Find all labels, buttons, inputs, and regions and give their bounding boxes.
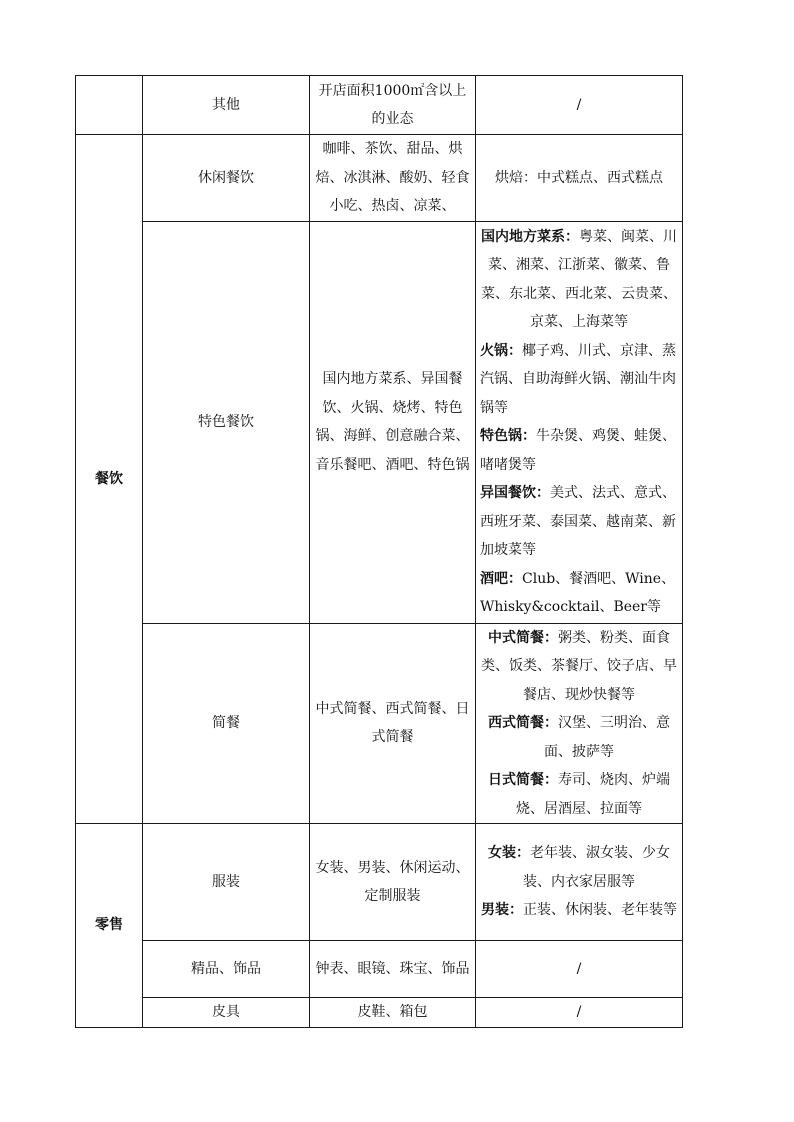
- example-entry: [480, 422, 678, 479]
- formats-cell: 中式简餐、西式简餐、日式简餐: [310, 623, 476, 824]
- examples-cell: [476, 824, 683, 941]
- subcategory-cell: 皮具: [143, 998, 310, 1028]
- examples-cell: 烘焙：中式糕点、西式糕点: [476, 135, 683, 222]
- table-row: [76, 998, 683, 1028]
- example-entry: [480, 896, 678, 925]
- table-row: [76, 941, 683, 998]
- example-entry: [480, 624, 678, 710]
- table-row: [76, 221, 683, 623]
- example-entry: [480, 337, 678, 423]
- example-entry: [480, 223, 678, 337]
- example-text: 寿司、烧肉、炉端烧、居酒屋、拉面等: [516, 772, 670, 817]
- subcategory-cell: 简餐: [143, 623, 310, 824]
- formats-cell: 咖啡、茶饮、甜品、烘焙、冰淇淋、酸奶、轻食小吃、热卤、凉菜、: [310, 135, 476, 222]
- category-cell-empty: [76, 76, 143, 135]
- example-text: 粥类、粉类、面食类、饭类、茶餐厅、饺子店、早餐店、现炒快餐等: [481, 629, 677, 703]
- business-format-table: [75, 75, 683, 1028]
- example-text: 椰子鸡、川式、京津、蒸汽锅、自助海鲜火锅、潮汕牛肉锅等: [480, 342, 676, 416]
- example-label: 特色锅：: [480, 428, 536, 444]
- example-entry: [480, 565, 678, 622]
- example-label: 异国餐饮：: [480, 485, 550, 501]
- examples-cell: /: [476, 998, 683, 1028]
- formats-cell: 国内地方菜系、异国餐饮、火锅、烧烤、特色锅、海鲜、创意融合菜、音乐餐吧、酒吧、特色锅: [310, 221, 476, 623]
- subcategory-cell: 精品、饰品: [143, 941, 310, 998]
- table-row: [76, 824, 683, 941]
- subcategory-cell: 服装: [143, 824, 310, 941]
- example-label: 中式简餐：: [488, 629, 558, 646]
- example-text: 牛杂煲、鸡煲、蛙煲、啫啫煲等: [480, 428, 676, 473]
- example-label: 男装：: [481, 902, 523, 919]
- example-text: 粤菜、闽菜、川菜、湘菜、江浙菜、徽菜、鲁菜、东北菜、西北菜、云贵菜、京菜、上海菜等: [481, 228, 677, 330]
- examples-cell: [476, 623, 683, 824]
- table-row: [76, 623, 683, 824]
- example-entry: [480, 839, 678, 896]
- subcategory-cell: 休闲餐饮: [143, 135, 310, 222]
- formats-cell: 开店面积1000㎡含以上的业态: [310, 76, 476, 135]
- example-entry: [480, 479, 678, 565]
- category-cell: 餐饮: [76, 135, 143, 824]
- formats-cell: 皮鞋、箱包: [310, 998, 476, 1028]
- category-cell: 零售: [76, 824, 143, 1028]
- table-row: [76, 135, 683, 222]
- example-text: 汉堡、三明治、意面、披萨等: [544, 715, 670, 760]
- example-label: 酒吧：: [480, 570, 522, 587]
- example-text: 正装、休闲装、老年装等: [523, 902, 677, 919]
- example-label: 国内地方菜系：: [481, 228, 579, 245]
- examples-cell: /: [476, 76, 683, 135]
- example-label: 女装：: [488, 845, 530, 862]
- subcategory-cell: 其他: [143, 76, 310, 135]
- example-label: 西式简餐：: [488, 715, 558, 731]
- example-text: 美式、法式、意式、西班牙菜、泰国菜、越南菜、新加坡菜等: [480, 485, 676, 558]
- example-label: 火锅：: [480, 342, 522, 359]
- examples-cell: /: [476, 941, 683, 998]
- example-entry: [480, 709, 678, 766]
- formats-cell: 女装、男装、休闲运动、定制服装: [310, 824, 476, 941]
- formats-cell: 钟表、眼镜、珠宝、饰品: [310, 941, 476, 998]
- example-text: Club、餐酒吧、Wine、Whisky&cocktail、Beer等: [480, 570, 676, 615]
- subcategory-cell: 特色餐饮: [143, 221, 310, 623]
- example-entry: [480, 766, 678, 823]
- examples-cell: [476, 221, 683, 623]
- example-text: 老年装、淑女装、少女装、内衣家居服等: [523, 845, 670, 890]
- example-label: 日式简餐：: [488, 772, 558, 788]
- table-row: [76, 76, 683, 135]
